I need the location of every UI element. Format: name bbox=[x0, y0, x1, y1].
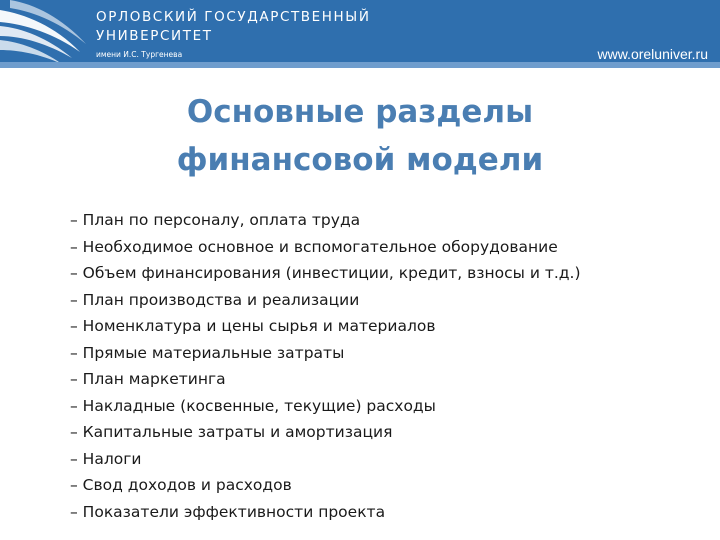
list-item: – Показатели эффективности проекта bbox=[70, 502, 386, 521]
university-name-line2: УНИВЕРСИТЕТ bbox=[96, 28, 213, 44]
list-item: – Налоги bbox=[70, 449, 142, 468]
university-name-line1: ОРЛОВСКИЙ ГОСУДАРСТВЕННЫЙ bbox=[96, 9, 371, 25]
list-item: – План по персоналу, оплата труда bbox=[70, 211, 361, 229]
bullet-list bbox=[70, 207, 581, 525]
list-item: – Капитальные затраты и амортизация bbox=[70, 423, 393, 441]
title-line2: финансовой модели bbox=[176, 142, 544, 178]
website-link[interactable]: www.oreluniver.ru bbox=[597, 46, 708, 62]
list-item: – Номенклатура и цены сырья и материалов bbox=[70, 317, 436, 335]
slide-title bbox=[0, 88, 720, 184]
list-item: – Накладные (косвенные, текущие) расходы bbox=[70, 396, 436, 415]
list-item: – Необходимое основное и вспомогательное оборудование bbox=[70, 237, 558, 256]
header-banner bbox=[0, 0, 720, 68]
list-item: – Свод доходов и расходов bbox=[70, 476, 292, 494]
list-item: – План производства и реализации bbox=[70, 290, 360, 309]
list-item: – План маркетинга bbox=[70, 370, 226, 388]
title-line1: Основные разделы bbox=[186, 94, 534, 130]
list-item: – Прямые материальные затраты bbox=[70, 343, 345, 362]
university-name-line3: имени И.С. Тургенева bbox=[96, 50, 183, 59]
bird-wing-logo-icon bbox=[0, 0, 90, 68]
list-item: – Объем финансирования (инвестиции, кредит, взносы и т.д.) bbox=[70, 264, 581, 282]
